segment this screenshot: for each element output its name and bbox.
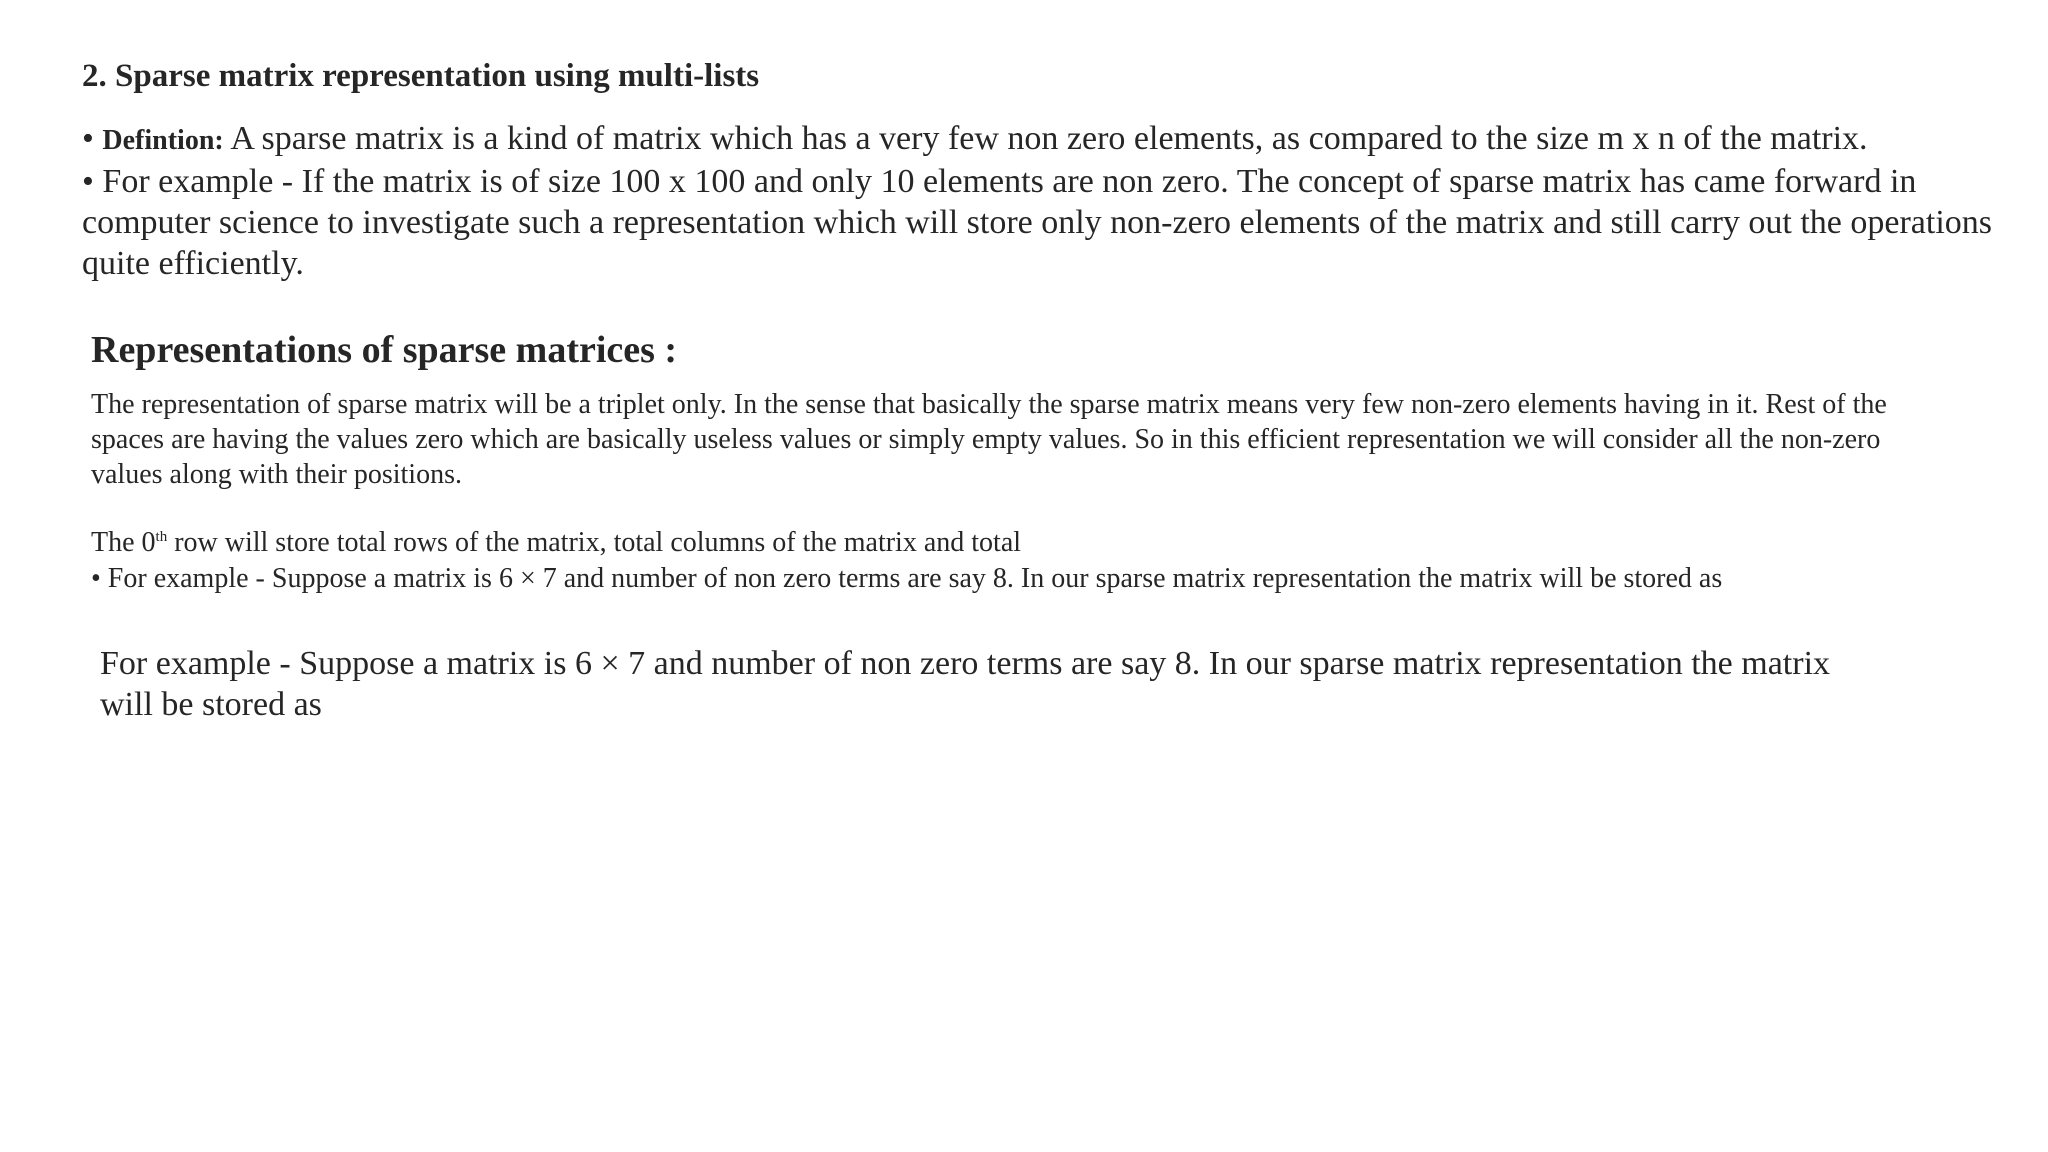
intro-bullets (82, 118, 2022, 284)
example-paragraph: For example - Suppose a matrix is 6 × 7 and number of non zero terms are say 8. In our sparse matrix representation the matrix will be stored as (100, 645, 1831, 723)
zero-row-before: The 0 (91, 527, 156, 558)
zero-row-after: row will store total rows of the matrix, total columns of the matrix and total (167, 527, 1022, 558)
small-example-bullet: • For example - Suppose a matrix is 6 × 7 and number of non zero terms are say 8. In our sparse matrix representation the matrix will be stored as (91, 563, 1723, 594)
bullet-marker: • (82, 120, 103, 157)
zero-row-section (91, 525, 1991, 597)
ordinal-superscript: th (155, 529, 168, 545)
definition-label: Defintion: (102, 125, 224, 156)
section-title: 2. Sparse matrix representation using multi-lists (82, 58, 760, 94)
representations-paragraph: The representation of sparse matrix will be a triplet only. In the sense that basically the sparse matrix means very few non-zero elements having in it. Rest of the spaces are having the values zero which are basically useless values or simply empty values. So in this efficient representation we will consider all the non-zero values along with their positions. (91, 389, 1887, 490)
example-bullet: • For example - If the matrix is of size 100 x 100 and only 10 elements are non zero. The concept of sparse matrix has came forward in computer science to investigate such a representation which will store only non-zero elements of the matrix and still carry out the operations quite efficiently. (82, 163, 1993, 282)
representations-heading: Representations of sparse matrices : (91, 329, 678, 371)
definition-text: A sparse matrix is a kind of matrix which has a very few non zero elements, as compared to the size m x n of the matrix. (223, 120, 1868, 157)
definition-bullet (82, 118, 2022, 161)
zero-row-text (91, 525, 1991, 561)
